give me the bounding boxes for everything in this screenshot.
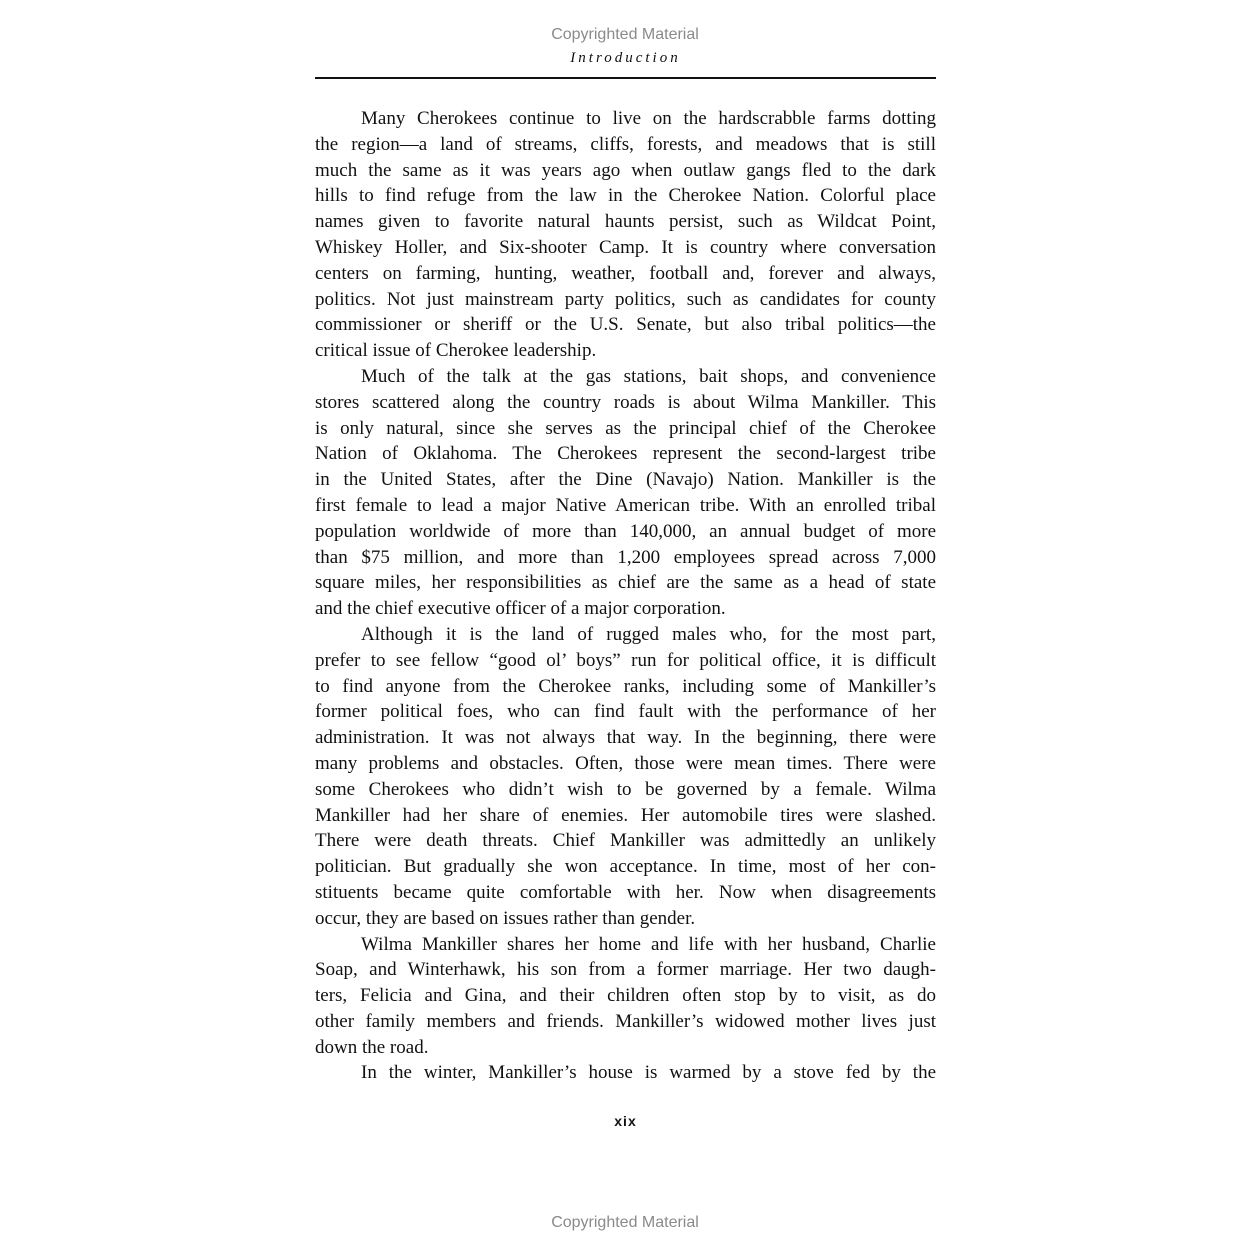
text-line: Mankiller had her share of enemies. Her automobile tires were slashed. <box>315 804 936 826</box>
running-head: Introduction <box>570 50 681 66</box>
text-line: names given to favorite natural haunts persist, such as Wildcat Point, <box>315 211 936 233</box>
text-line: administration. It was not always that way. In the beginning, there were <box>315 727 936 749</box>
page-number: xix <box>614 1113 637 1129</box>
copyright-watermark-top: Copyrighted Material <box>551 26 699 43</box>
text-line: stituents became quite comfortable with her. Now when disagreements <box>315 881 936 903</box>
paragraph <box>315 106 936 364</box>
text-line: politician. But gradually she won acceptance. In time, most of her con- <box>315 856 936 878</box>
text-line: much the same as it was years ago when outlaw gangs fled to the dark <box>315 159 936 181</box>
text-line: centers on farming, hunting, weather, football and, forever and always, <box>315 262 936 284</box>
text-line: occur, they are based on issues rather than gender. <box>315 907 696 929</box>
text-line: former political foes, who can find fault with the performance of her <box>315 701 936 723</box>
body-text <box>315 106 936 1086</box>
text-line: Many Cherokees continue to live on the hardscrabble farms dotting <box>361 108 936 129</box>
text-line: politics. Not just mainstream party politics, such as candidates for county <box>315 288 936 310</box>
text-line: some Cherokees who didn’t wish to be governed by a female. Wilma <box>315 778 936 800</box>
text-line: is only natural, since she serves as the principal chief of the Cherokee <box>315 417 936 439</box>
text-line: There were death threats. Chief Mankiller was admittedly an unlikely <box>315 830 936 852</box>
text-line: square miles, her responsibilities as chief are the same as a head of state <box>315 572 936 594</box>
text-line: Wilma Mankiller shares her home and life with her husband, Charlie <box>361 933 936 955</box>
text-line: other family members and friends. Mankiller’s widowed mother lives just <box>315 1010 936 1032</box>
text-line: Much of the talk at the gas stations, bait shops, and convenience <box>361 365 936 387</box>
text-line: than $75 million, and more than 1,200 employees spread across 7,000 <box>315 546 936 568</box>
text-line: critical issue of Cherokee leadership. <box>315 340 597 362</box>
text-line: hills to find refuge from the law in the Cherokee Nation. Colorful place <box>315 185 936 207</box>
paragraph <box>315 932 936 1061</box>
text-line: Soap, and Winterhawk, his son from a former marriage. Her two daugh- <box>315 959 936 981</box>
text-line: Although it is the land of rugged males who, for the most part, <box>361 623 936 645</box>
paragraph <box>315 1060 936 1086</box>
text-line: ters, Felicia and Gina, and their children often stop by to visit, as do <box>315 985 936 1007</box>
paragraph <box>315 622 936 932</box>
text-line: prefer to see fellow “good ol’ boys” run for political office, it is difficult <box>315 649 936 671</box>
text-line: Whiskey Holler, and Six-shooter Camp. It is country where conversation <box>315 236 936 258</box>
text-line: first female to lead a major Native American tribe. With an enrolled tribal <box>315 494 936 516</box>
text-line: and the chief executive officer of a major corporation. <box>315 598 726 620</box>
text-line: down the road. <box>315 1036 429 1058</box>
text-line: to find anyone from the Cherokee ranks, including some of Mankiller’s <box>315 675 936 697</box>
text-line: many problems and obstacles. Often, those were mean times. There were <box>315 752 936 774</box>
header-rule <box>315 77 936 79</box>
text-line: In the winter, Mankiller’s house is warmed by a stove fed by the <box>361 1062 936 1084</box>
text-line: commissioner or sheriff or the U.S. Senate, but also tribal politics—the <box>315 314 936 336</box>
text-line: Nation of Oklahoma. The Cherokees represent the second-largest tribe <box>315 443 936 465</box>
copyright-watermark-bottom: Copyrighted Material <box>551 1214 699 1231</box>
text-line: population worldwide of more than 140,000, an annual budget of more <box>315 520 936 542</box>
paragraph <box>315 364 936 622</box>
text-line: stores scattered along the country roads is about Wilma Mankiller. This <box>315 391 936 413</box>
text-line: in the United States, after the Dine (Navajo) Nation. Mankiller is the <box>315 469 936 491</box>
text-line: the region—a land of streams, cliffs, forests, and meadows that is still <box>315 133 936 155</box>
